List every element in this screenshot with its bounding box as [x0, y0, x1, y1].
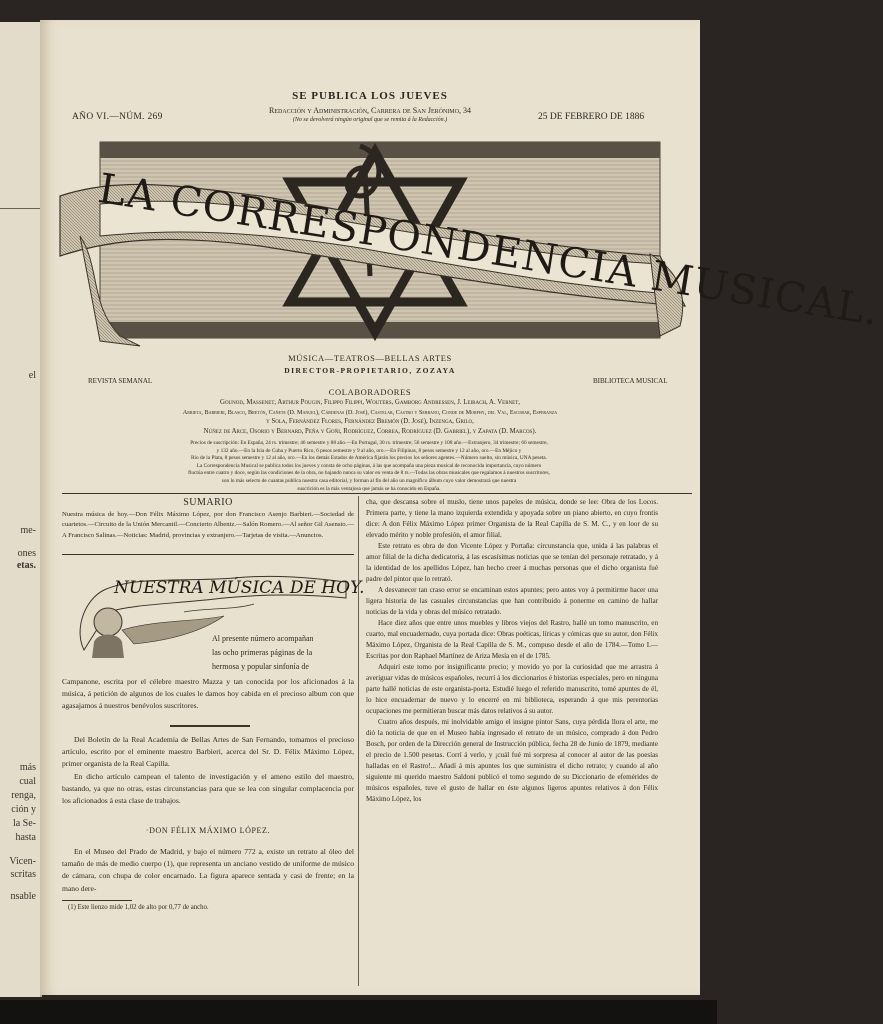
prices-line: La Correspondencia Musical se publica todos los jueves y consta de ocho páginas, á las que acompaña una pieza musical de reconocida importancia, cuyo número [196, 462, 542, 469]
prices-line: son lo más selecto de cuantas publica nuestra casa editorial, y forman al fin del año un magnífico álbum cuyo valor demostrará que nuestra [221, 477, 517, 484]
left-page-word: hasta [15, 832, 36, 843]
header-rule [62, 493, 692, 494]
left-page-word: el [28, 370, 36, 381]
office-note: (No se devolverá ningún original que se remita á la Redacción.) [292, 117, 448, 123]
masthead-title: LA CORRESPONDENCIA MUSICAL. [95, 164, 883, 335]
newspaper-page [40, 20, 883, 995]
prices-line: suscrición es la más ventajosa que jamás se ha conocido en España. [297, 485, 441, 492]
left-tag: REVISTA SEMANAL [88, 377, 153, 385]
collaborators-line: Núñez de Arce, Osorio y Bernard, Peña y Goñi, Rodríguez, Correa, Rodríguez (D. Gabriel), y Zapata (D. Marcos). [203, 427, 537, 435]
sumario-rule [62, 554, 354, 555]
retrato-paragraph: Este retrato es obra de don Vicente López y Portaña: circunstancia que, unida á las palabras el amor filial de la dicha dedicatoria, á las escasísimas noticias que se tenían del personaje retratado, y á la identidad de los apellidos López, han hecho creer á muchas personas que el dicho organista fué padre del pintor que lo retrató. [366, 542, 658, 583]
left-page-word: etas. [16, 560, 36, 571]
intro-line: las ocho primeras páginas de la [212, 648, 313, 657]
left-page-word: renga, [11, 790, 36, 801]
museum-paragraph: En el Museo del Prado de Madrid, y bajo el número 772 a, existe un retrato al óleo del tamaño de más de medio cuerpo (1), que representa un anciano vestido de uniforme de músico de cámara, con chupa de color encarnado. La figura aparece sentada y casi de frente; en la mano dere- [62, 847, 354, 893]
masthead-subtitle: MÚSICA—TEATROS—BELLAS ARTES [288, 353, 452, 363]
left-page-rule [0, 208, 40, 209]
prices-line: fluctúa entre cuatro y doce, según las condiciones de la obra, no bajando nunca su valor en venta de 8 rs.—Todas las obras musicales que regalamos á nuestros suscritores, [188, 470, 550, 477]
right-tag: BIBLIOTECA MUSICAL [593, 377, 668, 385]
sumario-text: Nuestra música de hoy.—Don Félix Máximo López, por don Francisco Asenjo Barbieri.—Sociedad de cuartetos.—Circuito de la Unión Mercantil.—Concierto Albeniz.—Salón Romero.—Al señor Gil Asensio.—A Francisco Salinas.—Noticias: Madrid, provincias y extranjero.—Tarjetas de visita.—Anuncios. [62, 511, 354, 539]
intro-line: Al presente número acompañan [212, 634, 314, 643]
left-page-word: ción y [11, 804, 36, 815]
prices-line: Río de la Plata, 8 pesos semestre y 12 al año, oro.—En los demás Estados de América fijarán los precios los señores agentes.—Número suelto, sin música, UNA peseta. [191, 455, 547, 462]
article-title: ·DON FÉLIX MÁXIMO LÓPEZ. [145, 826, 271, 835]
intro-paragraph: Campanone, escrita por el célebre maestro Mazza y tan conocida por los aficionados á la música, á petición de algunos de los cuales le damos hoy cabida en el precioso album con que agasajamos á nuestros benévolos suscritores. [62, 677, 354, 711]
boletin-paragraph: Del Boletín de la Real Academia de Bellas Artes de San Fernando, tomamos el precioso artículo, escrito por el eminente maestro Barbieri, acerca del Sr. D. Félix Máximo López, primer organista de la Real Capilla. [62, 735, 354, 769]
left-page-word: me- [20, 525, 36, 536]
portrait-paragraph: cha, que descansa sobre el muslo, tiene unos papeles de música, donde se lee: Obra de los Locos. Primera parte, y tiene la mano izquierda extendida y apoyada sobre un piano abierto, en cuyo frontis dice: A don Félix Máximo López primer Organista de la Real Capilla de S. M. C., y en loor de su elevado mérito y noble profesión, el amor filial. [366, 498, 658, 539]
issue-date: 25 DE FEBRERO DE 1886 [538, 112, 645, 122]
error-paragraph: A desvanecer tan craso error se encaminan estos apuntes; pero antes voy á permitirme hacer una ligera historia de las casuales circunstancias que han contribuido á ponerme en camino de hallar noticias de la vida y obras del músico retratado. [366, 586, 658, 616]
adquiri-paragraph: Adquirí este tomo por insignificante precio; y movido yo por la curiosidad que me arrastra á averiguar vidas de músicos españoles, recurrí á los diccionarios é historias especiales, pero en ninguna parte hallé noticias de este organista-poeta. Estudié luego el referido manuscrito, tomé apuntes de él, lo hice encuadernar de nuevo y lo encerré en mi biblioteca, esperando á que mis perentorias ocupaciones me permitieran buscar más datos relativos á su autor. [366, 663, 658, 715]
prices-line: Precios de suscripción: En España, 24 rs. trimestre; 46 semestre y 88 año.—En Portugal, 30 rs. trimestre; 56 semestre y 108 año.—Extranjero, 34 trimestre; 66 semestre, [190, 440, 548, 446]
rastro-paragraph: Hace diez años que entre unos muebles y libros viejos del Rastro, hallé un tomo manuscrito, en cuarto, mal encuadernado, cuya portada dice: Obras poéticas, líricas y cómicas que su autor, don Félix Máximo López, Organista de la Real Capilla de S. M., compuso desde el año de 1784.—Tomo I.—Escritas por don Raphael Martínez de Ariza Mesía en el de 1785. [366, 619, 658, 660]
sumario-heading: SUMARIO [183, 497, 233, 508]
collaborators-line: Gounod, Massenet, Arthur Pougin, Filippo Filippi, Wouters, Gamborg Andressen, J. Leibach, A. Vernet, [220, 399, 520, 406]
cuatro-anos-paragraph: Cuatro años después, mi inolvidable amigo el insigne pintor Sans, cuya pérdida llora el arte, me dió la noticia de que en el Museo había ingresado el retrato de un músico, comprado á don Pedro Bosch, por orden de la Dirección general de Instrucción pública, fecha 28 de Junio de 1879, mediante el precio de 1.500 pesetas. Corrí á verlo, y ¡cuál fué mi sorpresa al conocer al autor de las poesías halladas en el Rastro!... Añadí á mis apuntes los que suministra el dicho retrato; y cuando al año siguiente mi querido maestro Saldoni publicó el tomo segundo de su Diccionario de efemérides de músicos españoles, tuve el gusto de hallar en éste algunos ligeros apuntes relativos á don Félix Máximo López, los [366, 718, 658, 803]
left-page-word: cual [19, 776, 36, 787]
left-page-word: ones [17, 548, 36, 559]
left-page-word: Vicen- [9, 856, 36, 867]
left-page-word: scritas [10, 869, 36, 880]
footnote: (1) Este lienzo mide 1,02 de alto por 0,77 de ancho. [68, 904, 209, 911]
intro-line: hermosa y popular sinfonía de [212, 662, 309, 671]
director-line: DIRECTOR-PROPIETARIO, ZOZAYA [284, 366, 456, 375]
left-page-edge [0, 22, 42, 997]
office-address: Redacción y Administración, Carrera de San Jerónimo, 34 [269, 106, 471, 115]
prices-line: y 132 año.—En la Isla de Cuba y Puerto Rico, 6 pesos semestre y 9 al año, oro.—En Filipinas, 8 pesos semestre y 12 al año, oro.—En Méjico y [216, 447, 522, 454]
column-divider [358, 496, 359, 986]
section-title: NUESTRA MÚSICA DE HOY. [114, 578, 365, 598]
left-page-word: la Se- [12, 818, 36, 829]
collaborators-line: y Sola, Fernández Flores, Fernández Bremón (D. José), Inzenga, Grilo, [266, 418, 474, 425]
collaborators-line: Arrieta, Barbieri, Blasco, Bretón, Cañete (D. Manuel), Cárdenas (D. José), Castelar, Castro y Serrano, Conde de Morphy, del Val, Escobar, Esperanza [182, 408, 558, 416]
collaborators-heading: COLABORADORES [328, 387, 412, 397]
issue-number: AÑO VI.—NÚM. 269 [72, 112, 163, 122]
scan-bottom-bar [0, 1000, 717, 1024]
left-page-word: nsable [10, 891, 36, 902]
left-page-word: más [19, 762, 36, 773]
article-paragraph: En dicho artículo campean el talento de investigación y el ameno estilo del maestro, bastando, ya que no otras, estas circunstancias para que se lea con singular complacencia por los aficionados á esta clase de trabajos. [62, 771, 354, 806]
ornament-rule [170, 725, 250, 727]
publication-frequency: SE PUBLICA LOS JUEVES [292, 90, 448, 102]
footnote-rule [62, 900, 132, 901]
